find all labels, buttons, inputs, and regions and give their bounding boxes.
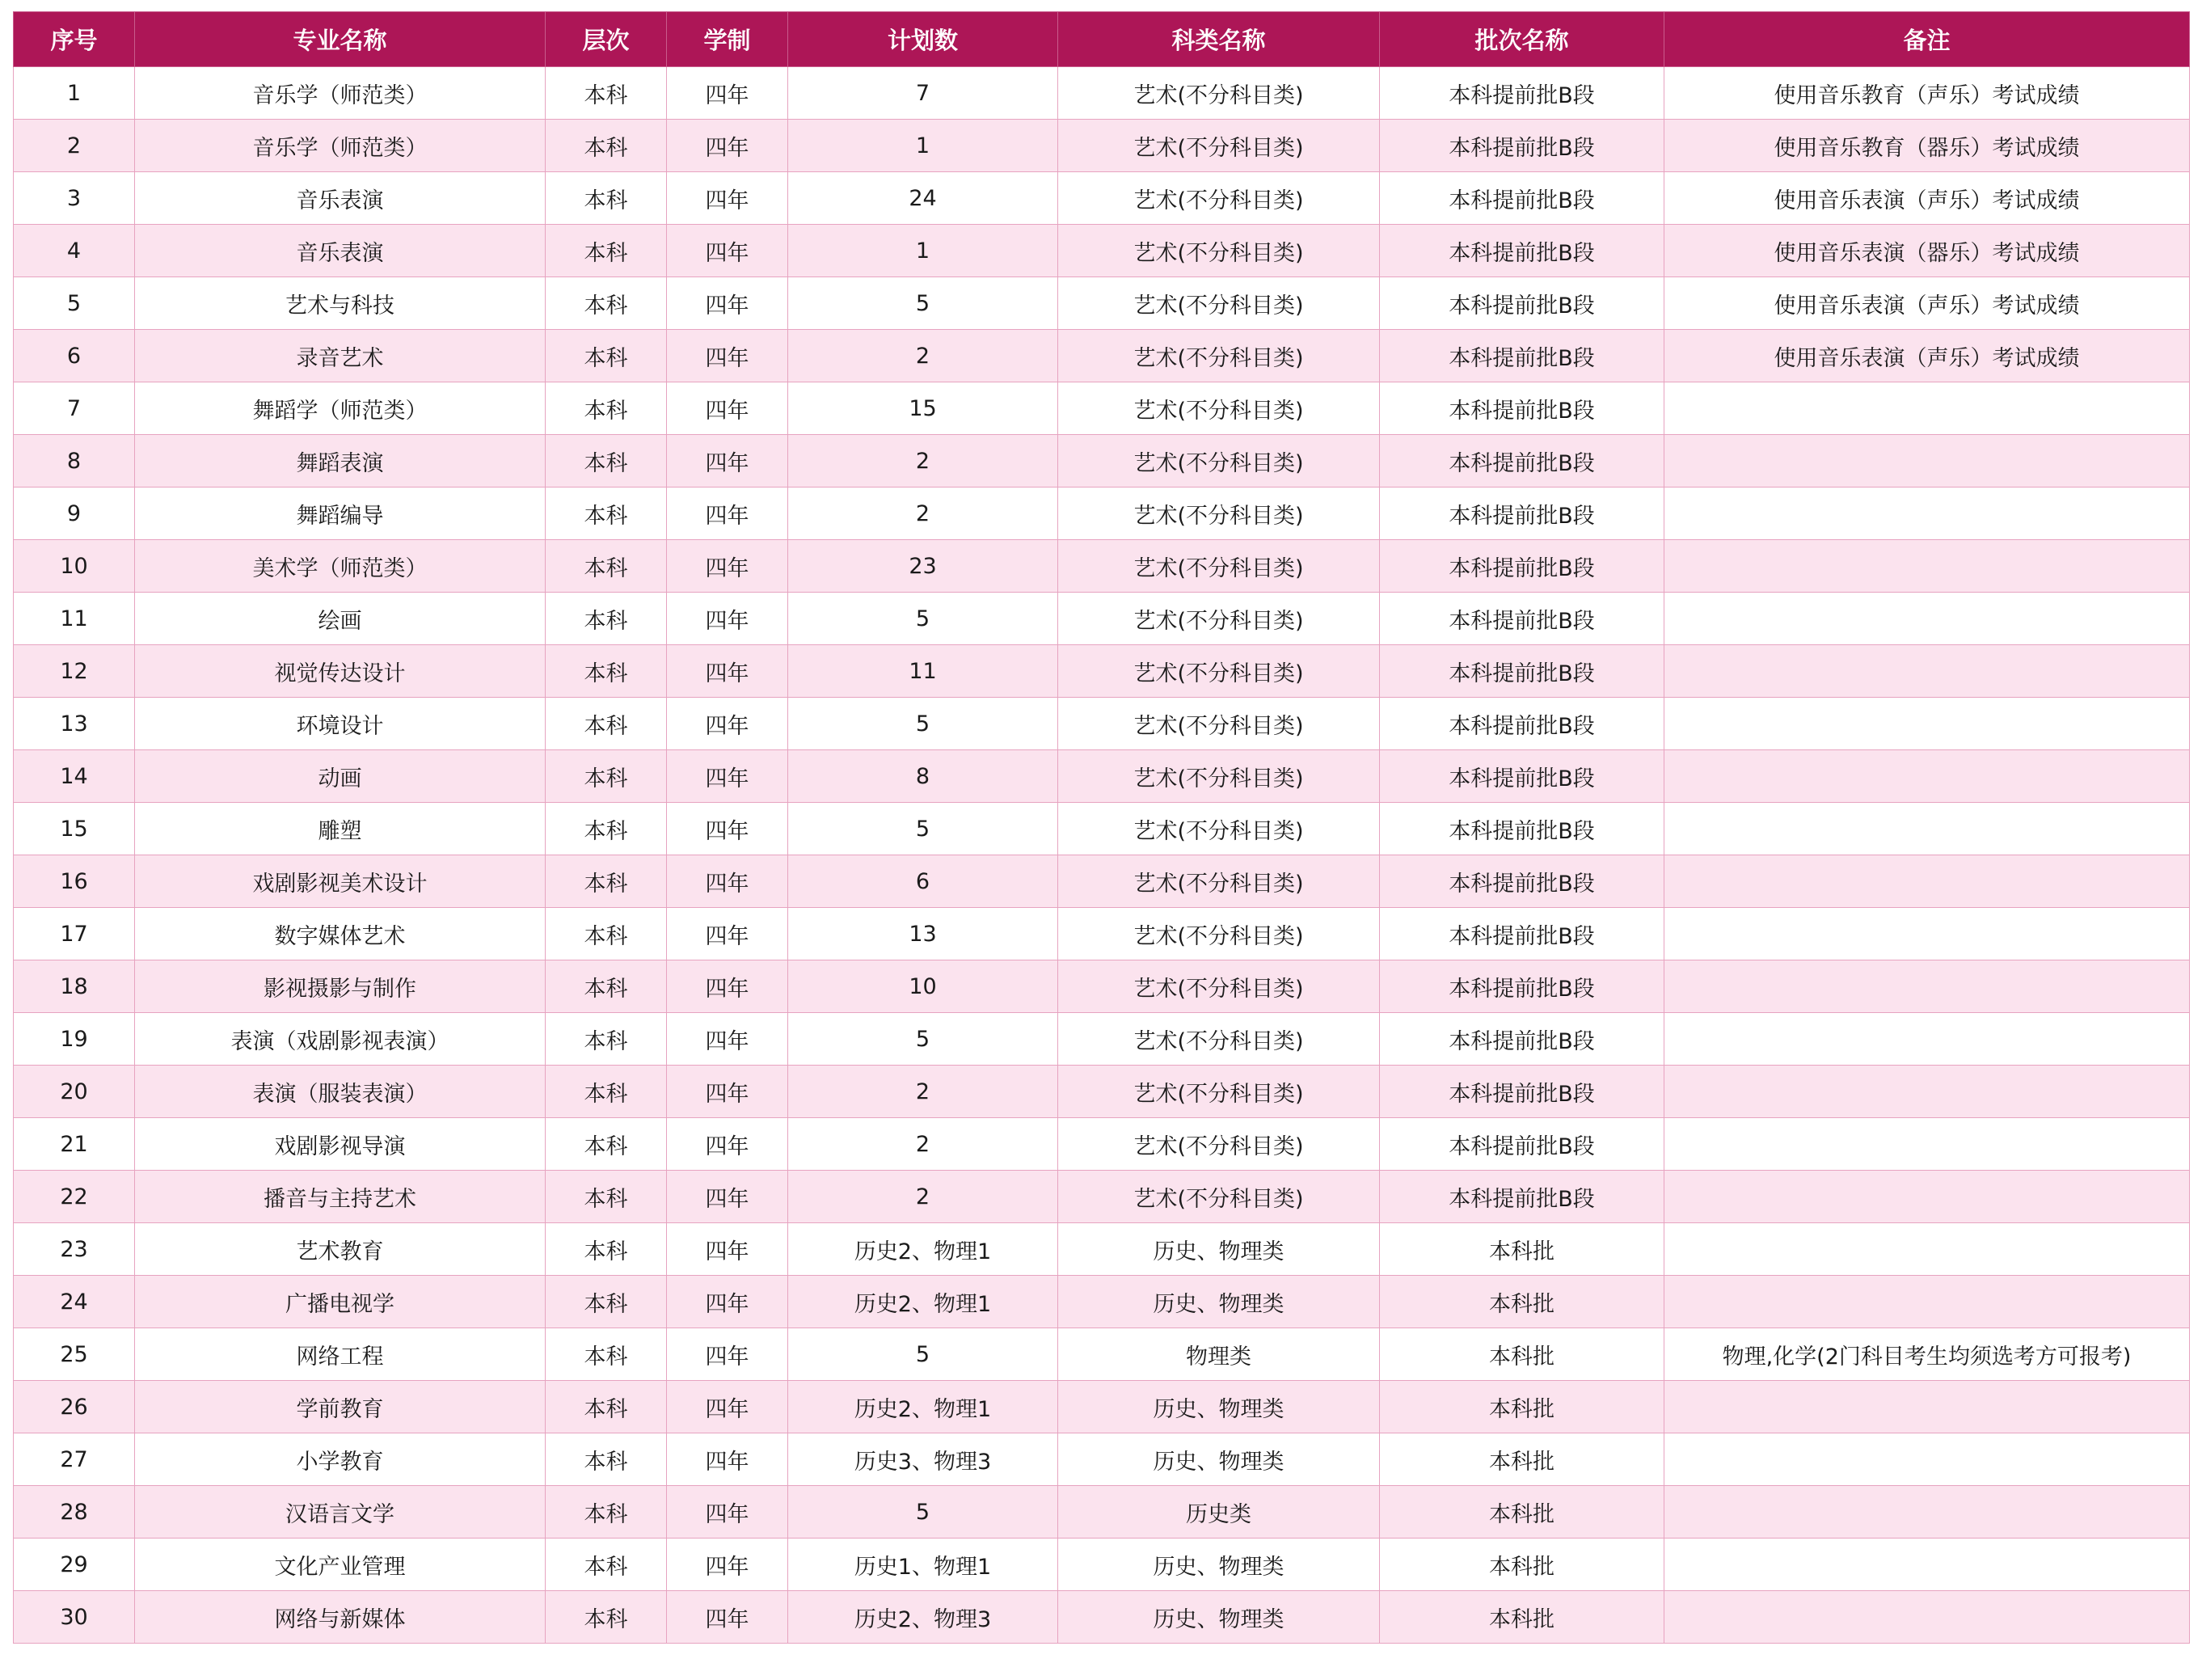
cell-level: 本科 <box>546 277 667 330</box>
cell-plan-count: 10 <box>788 960 1058 1013</box>
cell-level: 本科 <box>546 1171 667 1223</box>
cell-batch-name: 本科提前批B段 <box>1380 1066 1664 1118</box>
cell-duration: 四年 <box>667 330 788 382</box>
cell-batch-name: 本科提前批B段 <box>1380 1118 1664 1171</box>
cell-subject-category: 物理类 <box>1058 1328 1380 1381</box>
cell-index: 18 <box>14 960 135 1013</box>
cell-level: 本科 <box>546 225 667 277</box>
cell-level: 本科 <box>546 1486 667 1539</box>
cell-duration: 四年 <box>667 172 788 225</box>
cell-remarks <box>1664 1381 2190 1433</box>
cell-remarks: 使用音乐表演（声乐）考试成绩 <box>1664 277 2190 330</box>
cell-plan-count: 历史2、物理3 <box>788 1591 1058 1644</box>
cell-index: 11 <box>14 593 135 645</box>
table-row <box>14 645 2190 698</box>
table-row <box>14 172 2190 225</box>
cell-batch-name: 本科提前批B段 <box>1380 698 1664 750</box>
cell-batch-name: 本科提前批B段 <box>1380 225 1664 277</box>
cell-index: 7 <box>14 382 135 435</box>
cell-batch-name: 本科提前批B段 <box>1380 435 1664 488</box>
header-major-name: 专业名称 <box>135 12 546 67</box>
cell-plan-count: 1 <box>788 120 1058 172</box>
table-row <box>14 855 2190 908</box>
table-row <box>14 698 2190 750</box>
cell-index: 26 <box>14 1381 135 1433</box>
cell-index: 27 <box>14 1433 135 1486</box>
cell-batch-name: 本科提前批B段 <box>1380 803 1664 855</box>
cell-major-name: 艺术教育 <box>135 1223 546 1276</box>
table-row <box>14 803 2190 855</box>
table-row <box>14 330 2190 382</box>
cell-subject-category: 艺术(不分科目类) <box>1058 67 1380 120</box>
cell-remarks <box>1664 435 2190 488</box>
cell-remarks <box>1664 1118 2190 1171</box>
cell-index: 12 <box>14 645 135 698</box>
cell-subject-category: 历史、物理类 <box>1058 1591 1380 1644</box>
header-index: 序号 <box>14 12 135 67</box>
cell-level: 本科 <box>546 1539 667 1591</box>
cell-subject-category: 历史类 <box>1058 1486 1380 1539</box>
header-remarks: 备注 <box>1664 12 2190 67</box>
cell-index: 23 <box>14 1223 135 1276</box>
cell-level: 本科 <box>546 645 667 698</box>
cell-major-name: 舞蹈表演 <box>135 435 546 488</box>
table-header-row <box>14 12 2190 67</box>
cell-remarks: 使用音乐表演（声乐）考试成绩 <box>1664 172 2190 225</box>
cell-batch-name: 本科批 <box>1380 1591 1664 1644</box>
cell-index: 24 <box>14 1276 135 1328</box>
cell-duration: 四年 <box>667 645 788 698</box>
cell-plan-count: 11 <box>788 645 1058 698</box>
table-row <box>14 1066 2190 1118</box>
cell-level: 本科 <box>546 540 667 593</box>
cell-batch-name: 本科提前批B段 <box>1380 1171 1664 1223</box>
cell-duration: 四年 <box>667 1171 788 1223</box>
cell-duration: 四年 <box>667 1591 788 1644</box>
cell-duration: 四年 <box>667 1486 788 1539</box>
cell-index: 14 <box>14 750 135 803</box>
cell-batch-name: 本科提前批B段 <box>1380 855 1664 908</box>
cell-major-name: 表演（服装表演） <box>135 1066 546 1118</box>
cell-remarks <box>1664 1223 2190 1276</box>
table-row <box>14 225 2190 277</box>
cell-batch-name: 本科提前批B段 <box>1380 540 1664 593</box>
cell-major-name: 绘画 <box>135 593 546 645</box>
cell-remarks <box>1664 1171 2190 1223</box>
cell-remarks <box>1664 1066 2190 1118</box>
cell-remarks: 物理,化学(2门科目考生均须选考方可报考) <box>1664 1328 2190 1381</box>
cell-remarks <box>1664 698 2190 750</box>
cell-level: 本科 <box>546 855 667 908</box>
cell-duration: 四年 <box>667 120 788 172</box>
cell-index: 1 <box>14 67 135 120</box>
cell-subject-category: 艺术(不分科目类) <box>1058 540 1380 593</box>
table-row <box>14 1486 2190 1539</box>
cell-subject-category: 艺术(不分科目类) <box>1058 803 1380 855</box>
cell-level: 本科 <box>546 435 667 488</box>
cell-index: 10 <box>14 540 135 593</box>
table-row <box>14 1118 2190 1171</box>
cell-level: 本科 <box>546 120 667 172</box>
cell-level: 本科 <box>546 1276 667 1328</box>
cell-batch-name: 本科批 <box>1380 1276 1664 1328</box>
cell-plan-count: 历史2、物理1 <box>788 1381 1058 1433</box>
table-row <box>14 1276 2190 1328</box>
cell-duration: 四年 <box>667 698 788 750</box>
cell-plan-count: 历史3、物理3 <box>788 1433 1058 1486</box>
cell-plan-count: 2 <box>788 1066 1058 1118</box>
cell-subject-category: 艺术(不分科目类) <box>1058 382 1380 435</box>
cell-remarks: 使用音乐表演（器乐）考试成绩 <box>1664 225 2190 277</box>
cell-major-name: 音乐表演 <box>135 172 546 225</box>
cell-major-name: 小学教育 <box>135 1433 546 1486</box>
enrollment-plan-sheet <box>13 11 2189 1644</box>
cell-remarks <box>1664 593 2190 645</box>
cell-major-name: 播音与主持艺术 <box>135 1171 546 1223</box>
cell-remarks <box>1664 1013 2190 1066</box>
cell-level: 本科 <box>546 803 667 855</box>
cell-remarks: 使用音乐教育（声乐）考试成绩 <box>1664 67 2190 120</box>
cell-batch-name: 本科提前批B段 <box>1380 488 1664 540</box>
cell-subject-category: 艺术(不分科目类) <box>1058 645 1380 698</box>
cell-major-name: 录音艺术 <box>135 330 546 382</box>
cell-duration: 四年 <box>667 593 788 645</box>
cell-major-name: 音乐学（师范类） <box>135 67 546 120</box>
cell-plan-count: 1 <box>788 225 1058 277</box>
cell-major-name: 汉语言文学 <box>135 1486 546 1539</box>
cell-duration: 四年 <box>667 488 788 540</box>
cell-subject-category: 艺术(不分科目类) <box>1058 593 1380 645</box>
cell-remarks <box>1664 1486 2190 1539</box>
cell-major-name: 戏剧影视美术设计 <box>135 855 546 908</box>
cell-subject-category: 艺术(不分科目类) <box>1058 488 1380 540</box>
cell-major-name: 音乐学（师范类） <box>135 120 546 172</box>
cell-plan-count: 历史2、物理1 <box>788 1223 1058 1276</box>
cell-batch-name: 本科提前批B段 <box>1380 120 1664 172</box>
cell-plan-count: 5 <box>788 1486 1058 1539</box>
cell-batch-name: 本科提前批B段 <box>1380 593 1664 645</box>
cell-remarks <box>1664 1276 2190 1328</box>
cell-major-name: 表演（戏剧影视表演） <box>135 1013 546 1066</box>
cell-index: 6 <box>14 330 135 382</box>
cell-remarks <box>1664 488 2190 540</box>
cell-major-name: 学前教育 <box>135 1381 546 1433</box>
cell-subject-category: 艺术(不分科目类) <box>1058 277 1380 330</box>
cell-level: 本科 <box>546 382 667 435</box>
cell-major-name: 艺术与科技 <box>135 277 546 330</box>
cell-major-name: 文化产业管理 <box>135 1539 546 1591</box>
enrollment-plan-table <box>13 11 2190 1644</box>
cell-duration: 四年 <box>667 540 788 593</box>
cell-level: 本科 <box>546 593 667 645</box>
cell-remarks <box>1664 908 2190 960</box>
cell-batch-name: 本科提前批B段 <box>1380 277 1664 330</box>
cell-subject-category: 历史、物理类 <box>1058 1276 1380 1328</box>
cell-major-name: 舞蹈学（师范类） <box>135 382 546 435</box>
cell-index: 9 <box>14 488 135 540</box>
cell-level: 本科 <box>546 1591 667 1644</box>
cell-level: 本科 <box>546 908 667 960</box>
header-plan-count: 计划数 <box>788 12 1058 67</box>
table-row <box>14 540 2190 593</box>
cell-batch-name: 本科批 <box>1380 1486 1664 1539</box>
table-row <box>14 120 2190 172</box>
cell-major-name: 数字媒体艺术 <box>135 908 546 960</box>
cell-major-name: 戏剧影视导演 <box>135 1118 546 1171</box>
cell-subject-category: 艺术(不分科目类) <box>1058 172 1380 225</box>
cell-duration: 四年 <box>667 855 788 908</box>
cell-index: 17 <box>14 908 135 960</box>
table-row <box>14 67 2190 120</box>
cell-remarks <box>1664 960 2190 1013</box>
cell-plan-count: 2 <box>788 330 1058 382</box>
cell-index: 30 <box>14 1591 135 1644</box>
cell-subject-category: 艺术(不分科目类) <box>1058 908 1380 960</box>
cell-major-name: 雕塑 <box>135 803 546 855</box>
cell-plan-count: 2 <box>788 435 1058 488</box>
header-level: 层次 <box>546 12 667 67</box>
cell-subject-category: 艺术(不分科目类) <box>1058 1171 1380 1223</box>
cell-plan-count: 5 <box>788 593 1058 645</box>
cell-duration: 四年 <box>667 1276 788 1328</box>
cell-plan-count: 13 <box>788 908 1058 960</box>
cell-duration: 四年 <box>667 908 788 960</box>
cell-plan-count: 15 <box>788 382 1058 435</box>
cell-plan-count: 6 <box>788 855 1058 908</box>
cell-level: 本科 <box>546 1381 667 1433</box>
cell-level: 本科 <box>546 1013 667 1066</box>
cell-index: 2 <box>14 120 135 172</box>
cell-plan-count: 5 <box>788 1013 1058 1066</box>
cell-major-name: 网络工程 <box>135 1328 546 1381</box>
cell-plan-count: 2 <box>788 1118 1058 1171</box>
cell-duration: 四年 <box>667 1013 788 1066</box>
cell-level: 本科 <box>546 1118 667 1171</box>
table-row <box>14 960 2190 1013</box>
cell-duration: 四年 <box>667 960 788 1013</box>
cell-level: 本科 <box>546 1223 667 1276</box>
cell-subject-category: 艺术(不分科目类) <box>1058 750 1380 803</box>
cell-subject-category: 艺术(不分科目类) <box>1058 1013 1380 1066</box>
cell-remarks <box>1664 645 2190 698</box>
cell-duration: 四年 <box>667 225 788 277</box>
cell-subject-category: 历史、物理类 <box>1058 1381 1380 1433</box>
header-batch-name: 批次名称 <box>1380 12 1664 67</box>
cell-index: 25 <box>14 1328 135 1381</box>
cell-plan-count: 5 <box>788 1328 1058 1381</box>
cell-duration: 四年 <box>667 1066 788 1118</box>
header-subject-category: 科类名称 <box>1058 12 1380 67</box>
cell-subject-category: 艺术(不分科目类) <box>1058 698 1380 750</box>
cell-index: 28 <box>14 1486 135 1539</box>
cell-duration: 四年 <box>667 803 788 855</box>
cell-level: 本科 <box>546 698 667 750</box>
cell-plan-count: 5 <box>788 803 1058 855</box>
cell-batch-name: 本科批 <box>1380 1539 1664 1591</box>
table-row <box>14 1223 2190 1276</box>
cell-remarks <box>1664 750 2190 803</box>
cell-remarks <box>1664 1539 2190 1591</box>
cell-index: 5 <box>14 277 135 330</box>
cell-major-name: 视觉传达设计 <box>135 645 546 698</box>
cell-remarks <box>1664 540 2190 593</box>
cell-subject-category: 艺术(不分科目类) <box>1058 1118 1380 1171</box>
cell-remarks <box>1664 855 2190 908</box>
cell-subject-category: 历史、物理类 <box>1058 1433 1380 1486</box>
cell-batch-name: 本科提前批B段 <box>1380 382 1664 435</box>
cell-level: 本科 <box>546 1433 667 1486</box>
cell-plan-count: 2 <box>788 488 1058 540</box>
cell-index: 29 <box>14 1539 135 1591</box>
cell-index: 8 <box>14 435 135 488</box>
cell-plan-count: 8 <box>788 750 1058 803</box>
table-row <box>14 1381 2190 1433</box>
cell-remarks: 使用音乐表演（声乐）考试成绩 <box>1664 330 2190 382</box>
cell-remarks <box>1664 382 2190 435</box>
cell-level: 本科 <box>546 1328 667 1381</box>
cell-plan-count: 5 <box>788 277 1058 330</box>
cell-index: 4 <box>14 225 135 277</box>
cell-plan-count: 24 <box>788 172 1058 225</box>
cell-duration: 四年 <box>667 1118 788 1171</box>
cell-batch-name: 本科提前批B段 <box>1380 172 1664 225</box>
cell-duration: 四年 <box>667 750 788 803</box>
cell-duration: 四年 <box>667 1223 788 1276</box>
cell-remarks: 使用音乐教育（器乐）考试成绩 <box>1664 120 2190 172</box>
cell-subject-category: 艺术(不分科目类) <box>1058 330 1380 382</box>
cell-level: 本科 <box>546 960 667 1013</box>
cell-level: 本科 <box>546 172 667 225</box>
cell-duration: 四年 <box>667 1328 788 1381</box>
table-row <box>14 1539 2190 1591</box>
cell-index: 3 <box>14 172 135 225</box>
cell-subject-category: 艺术(不分科目类) <box>1058 435 1380 488</box>
table-row <box>14 1433 2190 1486</box>
cell-batch-name: 本科批 <box>1380 1223 1664 1276</box>
cell-plan-count: 23 <box>788 540 1058 593</box>
cell-batch-name: 本科提前批B段 <box>1380 330 1664 382</box>
table-row <box>14 488 2190 540</box>
cell-plan-count: 历史1、物理1 <box>788 1539 1058 1591</box>
table-row <box>14 382 2190 435</box>
cell-plan-count: 历史2、物理1 <box>788 1276 1058 1328</box>
table-row <box>14 750 2190 803</box>
table-row <box>14 593 2190 645</box>
cell-batch-name: 本科提前批B段 <box>1380 1013 1664 1066</box>
cell-level: 本科 <box>546 1066 667 1118</box>
table-row <box>14 1591 2190 1644</box>
cell-major-name: 音乐表演 <box>135 225 546 277</box>
cell-batch-name: 本科批 <box>1380 1433 1664 1486</box>
cell-duration: 四年 <box>667 1381 788 1433</box>
cell-batch-name: 本科提前批B段 <box>1380 67 1664 120</box>
cell-batch-name: 本科提前批B段 <box>1380 908 1664 960</box>
cell-index: 16 <box>14 855 135 908</box>
cell-duration: 四年 <box>667 435 788 488</box>
cell-major-name: 动画 <box>135 750 546 803</box>
cell-major-name: 影视摄影与制作 <box>135 960 546 1013</box>
cell-duration: 四年 <box>667 1539 788 1591</box>
cell-subject-category: 艺术(不分科目类) <box>1058 855 1380 908</box>
cell-major-name: 广播电视学 <box>135 1276 546 1328</box>
table-row <box>14 435 2190 488</box>
cell-index: 21 <box>14 1118 135 1171</box>
cell-subject-category: 历史、物理类 <box>1058 1539 1380 1591</box>
cell-major-name: 网络与新媒体 <box>135 1591 546 1644</box>
table-row <box>14 908 2190 960</box>
cell-batch-name: 本科提前批B段 <box>1380 645 1664 698</box>
cell-batch-name: 本科批 <box>1380 1381 1664 1433</box>
cell-level: 本科 <box>546 67 667 120</box>
table-row <box>14 1013 2190 1066</box>
cell-batch-name: 本科提前批B段 <box>1380 960 1664 1013</box>
cell-index: 19 <box>14 1013 135 1066</box>
cell-index: 20 <box>14 1066 135 1118</box>
cell-subject-category: 艺术(不分科目类) <box>1058 1066 1380 1118</box>
cell-subject-category: 艺术(不分科目类) <box>1058 120 1380 172</box>
table-row <box>14 1328 2190 1381</box>
cell-duration: 四年 <box>667 67 788 120</box>
cell-subject-category: 历史、物理类 <box>1058 1223 1380 1276</box>
cell-level: 本科 <box>546 750 667 803</box>
cell-index: 13 <box>14 698 135 750</box>
cell-duration: 四年 <box>667 1433 788 1486</box>
cell-duration: 四年 <box>667 382 788 435</box>
cell-duration: 四年 <box>667 277 788 330</box>
cell-plan-count: 5 <box>788 698 1058 750</box>
cell-index: 15 <box>14 803 135 855</box>
cell-major-name: 舞蹈编导 <box>135 488 546 540</box>
cell-remarks <box>1664 1591 2190 1644</box>
cell-plan-count: 2 <box>788 1171 1058 1223</box>
cell-index: 22 <box>14 1171 135 1223</box>
table-body <box>14 67 2190 1644</box>
table-row <box>14 1171 2190 1223</box>
cell-remarks <box>1664 1433 2190 1486</box>
cell-level: 本科 <box>546 330 667 382</box>
cell-subject-category: 艺术(不分科目类) <box>1058 225 1380 277</box>
cell-level: 本科 <box>546 488 667 540</box>
header-duration: 学制 <box>667 12 788 67</box>
cell-remarks <box>1664 803 2190 855</box>
cell-major-name: 环境设计 <box>135 698 546 750</box>
cell-subject-category: 艺术(不分科目类) <box>1058 960 1380 1013</box>
table-row <box>14 277 2190 330</box>
cell-major-name: 美术学（师范类） <box>135 540 546 593</box>
cell-batch-name: 本科提前批B段 <box>1380 750 1664 803</box>
cell-plan-count: 7 <box>788 67 1058 120</box>
cell-batch-name: 本科批 <box>1380 1328 1664 1381</box>
